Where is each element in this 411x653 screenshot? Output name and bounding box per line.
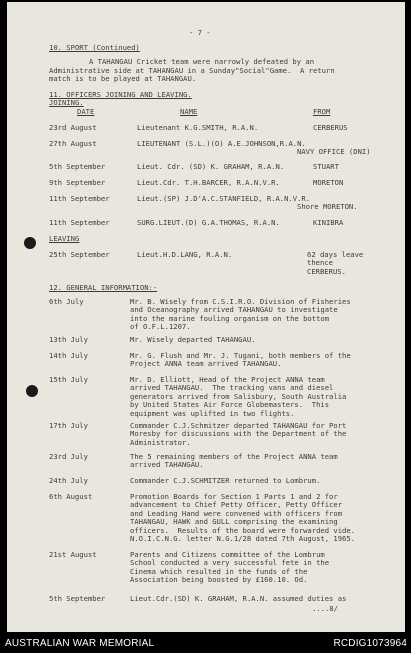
- paragraph-line: match is to be played at TAHANGAU.: [49, 74, 197, 84]
- row-from: NAVY OFFICE (DNI): [297, 147, 371, 157]
- row-date: 25th September: [49, 250, 110, 259]
- entry-text: Mr. B. Wisely from C.S.I.R.O. Division of Fisheries: [130, 297, 351, 306]
- row-from: STUART: [313, 162, 339, 171]
- entry-date: 13th July: [49, 335, 88, 344]
- entry-text: officers. Results of the board were forwarded vide.: [130, 525, 356, 535]
- row-date: 11th September: [49, 218, 110, 227]
- row-name: SURG.LIEUT.(D) G.A.THOMAS, R.A.N.: [137, 218, 280, 227]
- paragraph-line: A TAHANGAU Cricket team were narrowly defeated by an: [89, 57, 315, 66]
- entry-text: by United States Air Force Globemasters. This: [130, 400, 330, 410]
- row-from: Shore MORETON.: [297, 202, 358, 212]
- entry-text: Mr. G. Flush and Mr. J. Tugani, both members of the: [130, 351, 351, 360]
- entry-text: Lieut.Cdr.(SD) K. GRAHAM, R.A.N. assumed duties as: [130, 594, 347, 603]
- entry-text: Administrator.: [130, 437, 191, 447]
- row-note: 62 days leave: [307, 250, 364, 259]
- entry-text: equipment was uplifted in two flights.: [130, 408, 295, 418]
- entry-text: Mr. D. Elliott, Head of the Project ANNA team: [130, 375, 325, 384]
- entry-date: 15th July: [49, 375, 88, 384]
- entry-text: arrived TAHANGAU. The tracking vans and diesel: [130, 383, 334, 393]
- row-name: Lieut.(SP) J.D'A.C.STANFIELD, R.A.N.V.R.: [137, 194, 311, 203]
- entry-text: Moresby for discussions with the Department of the: [130, 429, 347, 439]
- entry-text: Commander C.J.SCHMITZER returned to Lombrum.: [130, 476, 321, 485]
- subheading-leaving: LEAVING: [49, 234, 80, 243]
- entry-date: 21st August: [49, 550, 97, 559]
- row-date: 23rd August: [49, 123, 97, 132]
- entry-text: Project ANNA team arrived TAHANGAU.: [130, 359, 282, 369]
- entry-text: Cinema which resulted in the funds of the: [130, 566, 308, 576]
- entry-text: Commander C.J.Schmitzer departed TAHANGAU for Port: [130, 421, 347, 430]
- entry-text: N.O.I.C.N.G. letter N.G.1/28 dated 7th August, 1965.: [130, 534, 356, 543]
- entry-date: 5th September: [49, 594, 106, 603]
- footer-bar: [0, 633, 411, 653]
- section-heading: 10. SPORT (Continued): [49, 43, 140, 52]
- entry-text: of O.F.L.1207.: [130, 322, 191, 332]
- footer-id: RCDIG1073964: [333, 638, 407, 649]
- document-page: [7, 2, 405, 632]
- row-from: KINIBRA: [313, 218, 344, 227]
- column-header-name: NAME: [180, 107, 198, 116]
- entry-date: 24th July: [49, 476, 88, 485]
- subheading-joining: JOINING.: [49, 98, 84, 107]
- row-name: Lieut.H.D.LANG, R.A.N.: [137, 250, 233, 259]
- row-name: Lieut.Cdr. T.H.BARCER, R.A.N.V.R.: [137, 178, 280, 187]
- section-heading: 12. GENERAL INFORMATION:-: [49, 283, 158, 292]
- entry-text: TAHANGAU, HAWK and GULL comprising the examining: [130, 517, 338, 527]
- paragraph-line: Administrative side at TAHANGAU in a Sunday"Social"Game. A return: [49, 65, 335, 75]
- row-from: CERBERUS: [313, 123, 348, 132]
- section-heading: 11. OFFICERS JOINING AND LEAVING.: [49, 90, 192, 99]
- column-header-date: DATE: [77, 107, 95, 116]
- column-header-from: FROM: [313, 107, 331, 116]
- row-name: Lieut. Cdr. (SD) K. GRAHAM, R.A.N.: [137, 162, 285, 171]
- entry-text: and Oceanography arrived TAHANGAU to investigate: [130, 305, 338, 315]
- page-number: - 7 -: [189, 28, 211, 37]
- row-date: 27th August: [49, 139, 97, 148]
- footer-credit: AUSTRALIAN WAR MEMORIAL: [5, 638, 155, 649]
- entry-text: advancement to Chief Petty Officer, Petty Officer: [130, 500, 343, 510]
- entry-date: 6th August: [49, 492, 93, 501]
- row-name: Lieutenant K.G.SMITH, R.A.N.: [137, 123, 259, 132]
- entry-date: 14th July: [49, 351, 88, 360]
- entry-text: The 5 remaining members of the Project ANNA team: [130, 452, 338, 461]
- entry-text: Promotion Boards for Section 1 Parts 1 and 2 for: [130, 492, 338, 501]
- row-note: thence: [307, 258, 333, 268]
- entry-text: Association being boosted by £160.10. Od.: [130, 575, 308, 585]
- punch-hole-bottom: [26, 385, 38, 397]
- entry-text: and Leading Hand were convened with officers from: [130, 508, 343, 518]
- row-name: LIEUTENANT (S.L.)(O) A.E.JOHNSON,R.A.N.: [137, 139, 306, 148]
- entry-date: 6th July: [49, 297, 84, 306]
- entry-text: Mr. Wisely departed TAHANGAU.: [130, 335, 256, 344]
- entry-text: Parents and Citizens committee of the Lombrum: [130, 550, 325, 559]
- entry-text: generators arrived from Salisbury, South Australia: [130, 391, 347, 401]
- punch-hole-top: [24, 237, 36, 249]
- row-from: MORETON: [313, 178, 344, 187]
- row-date: 5th September: [49, 162, 106, 171]
- entry-date: 17th July: [49, 421, 88, 430]
- row-date: 11th September: [49, 194, 110, 203]
- entry-date: 23rd July: [49, 452, 88, 461]
- entry-text: School conducted a very successful fete in the: [130, 558, 330, 568]
- entry-text: arrived TAHANGAU.: [130, 460, 204, 470]
- entry-text: into the marine fouling organism on the bottom: [130, 313, 330, 323]
- row-note: CERBERUS.: [307, 266, 346, 276]
- continuation-marker: ....8/: [312, 604, 338, 613]
- row-date: 9th September: [49, 178, 106, 187]
